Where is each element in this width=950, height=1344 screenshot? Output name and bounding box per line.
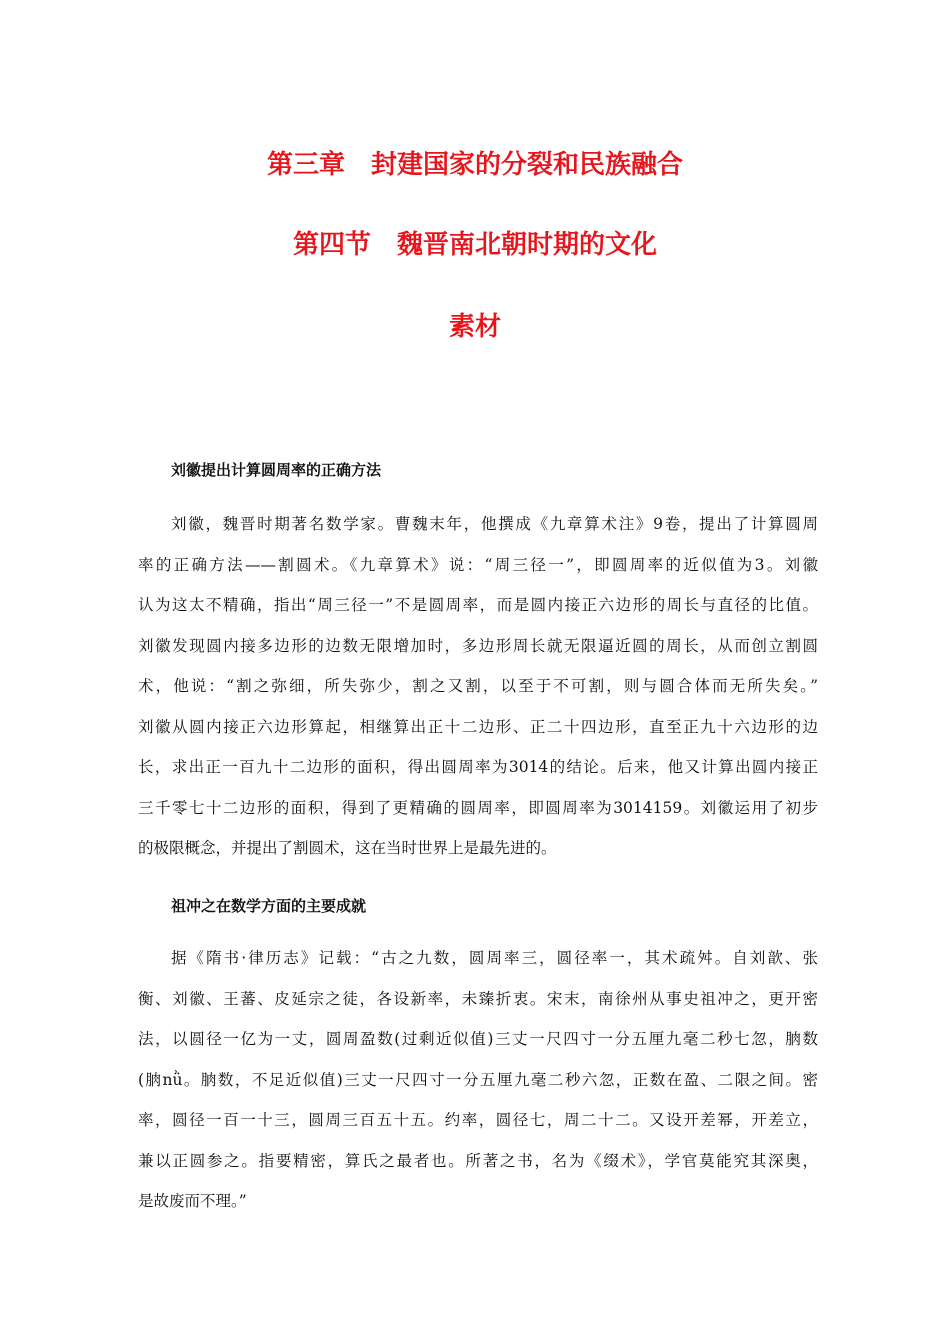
paragraph-line: 法，以圆径一亿为一丈，圆周盈数(过剩近似值)三丈一尺四寸一分五厘九毫二秒七忽，朒数	[138, 1030, 818, 1048]
paragraph-line: 长，求出正一百九十二边形的面积，得出圆周率为3014的结论。后来，他又计算出圆内接正	[138, 758, 818, 776]
section-heading: 祖冲之在数学方面的主要成就	[171, 897, 367, 915]
paragraph-line: 刘徽发现圆内接多边形的边数无限增加时，多边形周长就无限逼近圆的周长，从而创立割圆	[138, 636, 818, 655]
paragraph	[138, 504, 818, 869]
paragraph-line: 率，圆径一百一十三，圆周三百五十五。约率，圆径七，周二十二。又设开差幂，开差立，	[138, 1111, 818, 1129]
paragraph-line: 兼以正圆参之。指要精密，算氏之最者也。所著之书，名为《缀术》，学官莫能究其深奥，	[138, 1151, 818, 1170]
section-zu-chongzhi	[138, 896, 818, 1222]
paragraph-line: 衡、刘徽、王蕃、皮延宗之徒，各设新率，未臻折衷。宋末，南徐州从事史祖冲之，更开密	[138, 989, 818, 1008]
paragraph-line: 是故废而不理。”	[138, 1192, 247, 1210]
paragraph-line: 刘徽，魏晋时期著名数学家。曹魏末年，他撰成《九章算术注》9卷，提出了计算圆周	[171, 515, 818, 533]
paragraph-line: 认为这太不精确，指出“周三径一”不是圆周率，而是圆内接正六边形的周长与直径的比值。	[138, 596, 818, 614]
paragraph-line: (朒nǜ。朒数，不足近似值)三丈一尺四寸一分五厘九毫二秒六忽，正数在盈、二限之间。密	[138, 1070, 818, 1089]
material-title: 素材	[448, 312, 501, 342]
paragraph-line: 刘徽从圆内接正六边形算起，相继算出正十二边形、正二十四边形，直至正九十六边形的边	[138, 717, 818, 736]
section-liu-hui	[138, 460, 818, 869]
paragraph-line: 三千零七十二边形的面积，得到了更精确的圆周率，即圆周率为3014159。刘徽运用了初步	[138, 798, 818, 817]
chapter-title: 第三章 封建国家的分裂和民族融合	[266, 150, 683, 180]
paragraph-line: 术，他说：“割之弥细，所失弥少，割之又割，以至于不可割，则与圆合体而无所失矣。”	[138, 677, 818, 695]
section-heading: 刘徽提出计算圆周率的正确方法	[171, 461, 382, 479]
paragraph-line: 据《隋书·律历志》记载：“古之九数，圆周率三，圆径率一，其术疏舛。自刘歆、张	[171, 949, 818, 967]
paragraph-line: 率的正确方法——割圆术。《九章算术》说：“周三径一”，即圆周率的近似值为3。刘徽	[138, 555, 818, 574]
paragraph	[138, 938, 818, 1222]
paragraph-line: 的极限概念，并提出了割圆术，这在当时世界上是最先进的。	[138, 839, 557, 857]
section-title: 第四节 魏晋南北朝时期的文化	[292, 230, 657, 260]
